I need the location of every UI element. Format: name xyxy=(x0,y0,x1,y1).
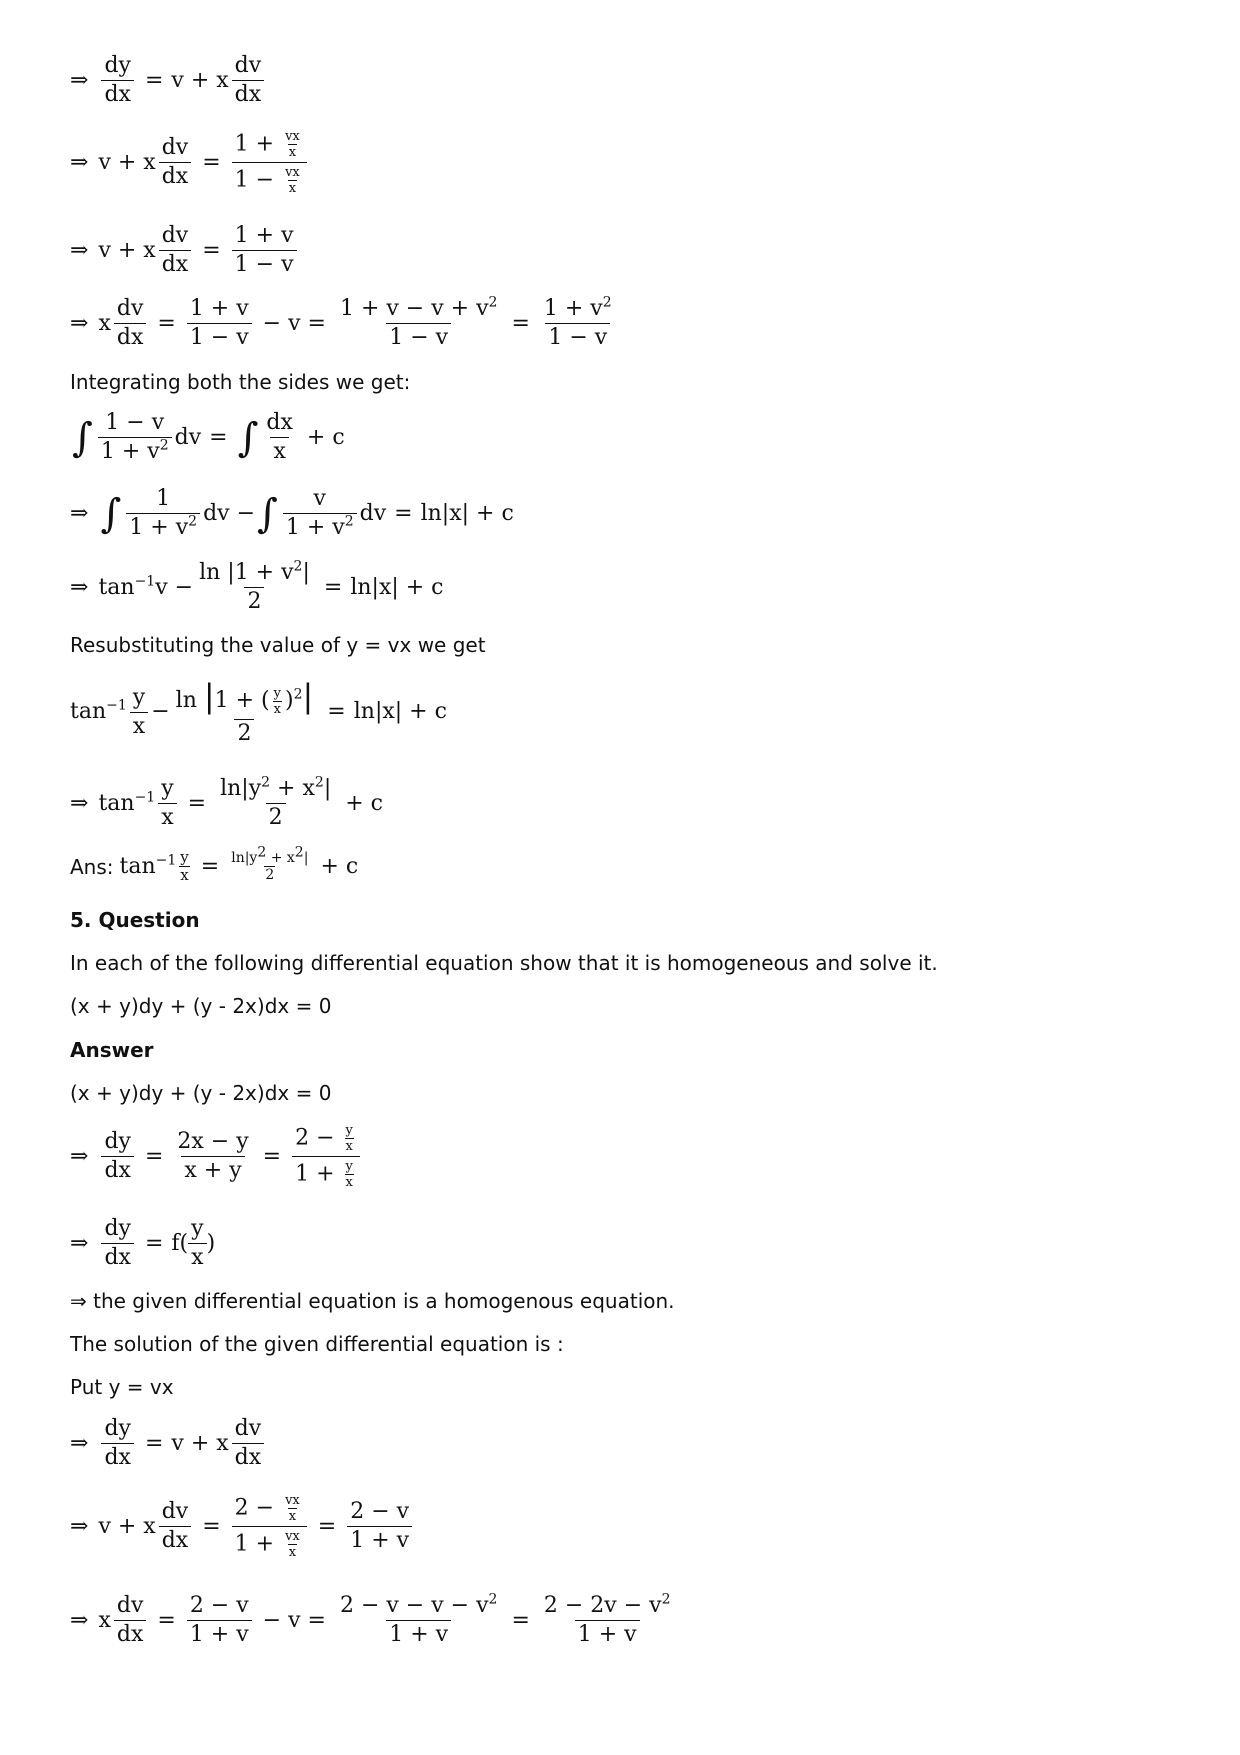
equation-14: ⇒ x $\frac{dv}{dx}$ = $\frac{2 - v}{1 + v}$ − v = $\frac{2 - v - v - v^2}{1 + v}$ = $\frac{2 - 2v - v^2}{1 + v}$ xyxy=(70,1591,671,1647)
equation-3: ⇒ v + x $\frac{dv}{dx}$ = $\frac{1 + v}{1 - v}$ xyxy=(70,225,300,276)
text-put: Put y = vx xyxy=(70,1375,174,1399)
equation-4: ⇒ x $\frac{dv}{dx}$ = $\frac{1 + v}{1 - v}$ − v = $\frac{1 + v - v + v^2}{1 - v}$ = $\frac{1 + v^2}{1 - v}$ xyxy=(70,294,612,350)
equation-2: ⇒ v + x $\frac{dv}{dx}$ = 1 + $\frac{vx}{x}$ 1 − $\frac{vx}{x}$ xyxy=(70,130,310,195)
equation-5: ∫ $\frac{1 - v}{1 + v^2}$ dv = ∫ $\frac{dx}{x}$ + c xyxy=(72,410,345,464)
question-equation: (x + y)dy + (y - 2x)dx = 0 xyxy=(70,994,332,1018)
question-heading: 5. Question xyxy=(70,908,200,932)
text-integrating: Integrating both the sides we get: xyxy=(70,370,411,394)
equation-9: ⇒ $\tan^{-1}$ $\frac{y}{x}$ = $\frac{\ln|y^2 + x^2|}{2}$ + c xyxy=(70,774,383,830)
equation-6: ⇒ ∫ $\frac{1}{1 + v^2}$ dv − ∫ $\frac{v}{1 + v^2}$ dv = ln|x| + c xyxy=(70,486,514,540)
equation-10: ⇒ $\frac{dy}{dx}$ = $\frac{2x - y}{x + y}$ = 2 − $\frac{y}{x}$ 1 + $\frac{y}{x}$ xyxy=(70,1124,363,1189)
equation-8: $\tan^{-1}$ $\frac{y}{x}$ − ln |1 + ( $\frac{y}{x}$ )$^2$| 2 = ln|x| + c xyxy=(70,677,447,746)
equation-7: ⇒ $\tan^{-1}v$ − $\frac{\ln |1 + v^2|}{2}$ = ln|x| + c xyxy=(70,558,444,614)
ans-label: Ans: xyxy=(70,854,114,879)
answer-heading: Answer xyxy=(70,1038,154,1062)
answer-line: Ans: $\tan^{-1}$ $\frac{y}{x}$ = $\frac{\ln|y^2 + x^2|}{2}$ + c xyxy=(70,844,359,884)
equation-1: ⇒ $\frac{dy}{dx}$ = v + x $\frac{dv}{dx}$ xyxy=(70,55,267,106)
text-resubstituting: Resubstituting the value of y = vx we get xyxy=(70,633,486,657)
text-homogenous: ⇒ the given differential equation is a homogenous equation. xyxy=(70,1289,675,1313)
answer-equation: (x + y)dy + (y - 2x)dx = 0 xyxy=(70,1081,332,1105)
equation-11: ⇒ $\frac{dy}{dx}$ = f( $\frac{y}{x}$ ) xyxy=(70,1216,216,1270)
text-solution: The solution of the given differential equation is : xyxy=(70,1332,564,1356)
equation-13: ⇒ v + x $\frac{dv}{dx}$ = 2 − $\frac{vx}{x}$ 1 + $\frac{vx}{x}$ = $\frac{2 - v}{1 + v}$ xyxy=(70,1494,415,1559)
equation-12: ⇒ $\frac{dy}{dx}$ = v + x $\frac{dv}{dx}$ xyxy=(70,1418,267,1469)
question-text: In each of the following differential equation show that it is homogeneous and solve it. xyxy=(70,951,938,975)
